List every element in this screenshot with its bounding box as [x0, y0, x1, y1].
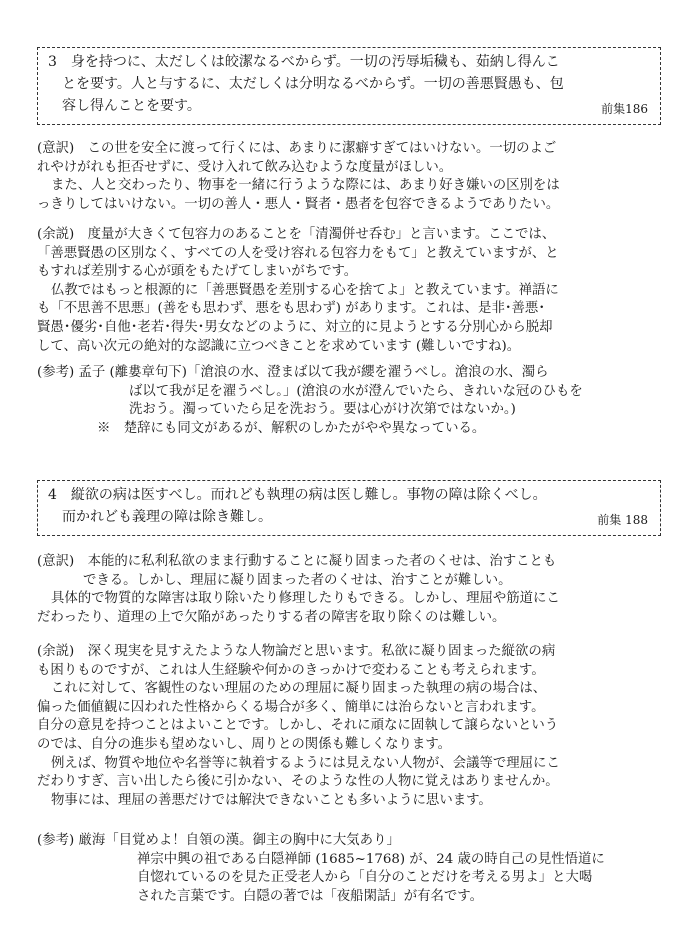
- text-line: っきりしてはいけない。一切の善人・悪人・賢者・愚者を包容できるようでありたい。: [37, 196, 560, 212]
- translation-section-4: [37, 553, 667, 627]
- text-line: だわりすぎ、言い出したら後に引かない、そのような性の人物に覚えはありませんか。: [37, 774, 559, 790]
- text-line: も困りものですが、これは人生経験や何かのきっかけで変わることも考えられます。: [37, 662, 545, 678]
- commentary-section-3: [37, 226, 667, 356]
- commentary-section-4: [37, 643, 667, 810]
- text-line: 洗おう。濁っていたら足を洗おう。要は心がけ次第ではないか。): [129, 402, 516, 418]
- text-line: (参考) 厳海「目覚めよ！自領の漢。御主の胸中に大気あり」: [37, 833, 400, 848]
- translation-section-3: [37, 140, 667, 214]
- text-line: (参考) 孟子 (離婁章句下)「滄浪の水、澄まば以て我が纓を濯うべし。滄浪の水、濁ら: [37, 365, 549, 380]
- text-line: もすれば差別する心が頭をもたげてしまいがちです。: [37, 264, 358, 280]
- text-line: 具体的で物質的な障害は取り除いたり修理したりもできる。しかし、理屈や筋道にこ: [51, 591, 560, 607]
- text-line: 物事には、理屈の善悪だけでは解決できないことも多いように思います。: [51, 792, 492, 808]
- text-line: 自分の意見を持つことはよいことです。しかし、それに頑なに固執して譲らないという: [37, 718, 559, 734]
- text-line: これに対して、客観性のない理屈のための理屈に凝り固まった執理の病の場合は、: [51, 681, 547, 697]
- text-line: (余説) 深く現実を見すえたような人物論だと思います。私欲に凝り固まった縦欲の病: [37, 644, 556, 659]
- text-line: 例えば、物質や地位や名誉等に執着するようには見えない人物が、会議等で理屈にこ: [51, 755, 560, 771]
- text-line: 偏った価値観に囚われた性格からくる場合が多く、簡単には治らないと言われます。: [37, 699, 545, 715]
- reference-section-3: [37, 364, 667, 438]
- reference-section-4: [37, 832, 667, 906]
- text-line: 仏教ではもっと根源的に「善悪賢愚を差別する心を捨てよ」と教えています。禅語に: [51, 282, 559, 298]
- quote-line: 3 身を持つに、太だしくは皎潔なるべからず。一切の汚辱垢穢も、茹納し得んこ: [48, 54, 560, 70]
- text-line: ば以て我が足を濯うべし。」(滄浪の水が澄んでいたら、きれいな冠のひもを: [129, 383, 583, 399]
- text-line: れやけがれも拒否せずに、受け入れて飲み込むような度量がほしい。: [37, 159, 453, 175]
- text-line: だわったり、道理の上で欠陥があったりする者の障害を取り除くのは難しい。: [37, 609, 506, 625]
- source-reference: 前集186: [601, 102, 648, 116]
- text-line: (意訳) この世を安全に渡って行くには、あまりに潔癖すぎてはいけない。一切のよご: [37, 141, 557, 156]
- quote-line: 容し得んことを要す。: [62, 98, 201, 114]
- text-line: (意訳) 本能的に私利私欲のまま行動することに凝り固まった者のくせは、治すことも: [37, 554, 557, 569]
- text-line: 賢愚･優劣･自他･老若･得失･男女などのように、対立的に見ようとする分別心から脱却: [37, 319, 553, 335]
- quote-box-4: [37, 480, 661, 536]
- quote-line: とを要す。人と与するに、太だしくは分明なるべからず。一切の善悪賢愚も、包: [62, 76, 564, 92]
- quote-box-3: [37, 47, 661, 125]
- text-line: できる。しかし、理屈に凝り固まった者のくせは、治すことが難しい。: [83, 572, 512, 588]
- text-line: 禅宗中興の祖である白隠禅師 (1685~1768) が、24 歳の時自己の見性悟道に: [137, 851, 605, 867]
- quote-line: 而かれども義理の障は除き難し。: [62, 509, 272, 525]
- quote-line: 4 縦欲の病は医すべし。而れども執理の病は医し難し。事物の障は除くべし。: [48, 487, 547, 503]
- text-line: して、高い次元の絶対的な認識に立つべきことを求めています (難しいですね)。: [37, 338, 521, 354]
- text-line: (余説) 度量が大きくて包容力のあることを「清濁併せ呑む」と言います。ここでは、: [37, 227, 556, 242]
- note-line: ※ 楚辞にも同文があるが、解釈のしかたがやや異なっている。: [97, 420, 486, 436]
- text-line: のでは、自分の進歩も望めないし、周りとの関係も難しくなります。: [37, 736, 452, 752]
- text-line: も「不思善不思悪」(善をも思わず、悪をも思わず) があります。これは、是非･善悪･: [37, 301, 546, 317]
- source-reference: 前集 188: [597, 513, 648, 527]
- text-line: 自惚れているのを見た正受老人から「自分のことだけを考える男よ」と大喝: [137, 870, 593, 886]
- text-line: された言葉です。白隠の著では「夜船閑話」が有名です。: [137, 888, 484, 904]
- text-line: 「善悪賢愚の区別なく、すべての人を受け容れる包容力をもて」と教えていますが、と: [37, 245, 559, 261]
- text-line: また、人と交わったり、物事を一緒に行うような際には、あまり好き嫌いの区別をは: [51, 178, 560, 194]
